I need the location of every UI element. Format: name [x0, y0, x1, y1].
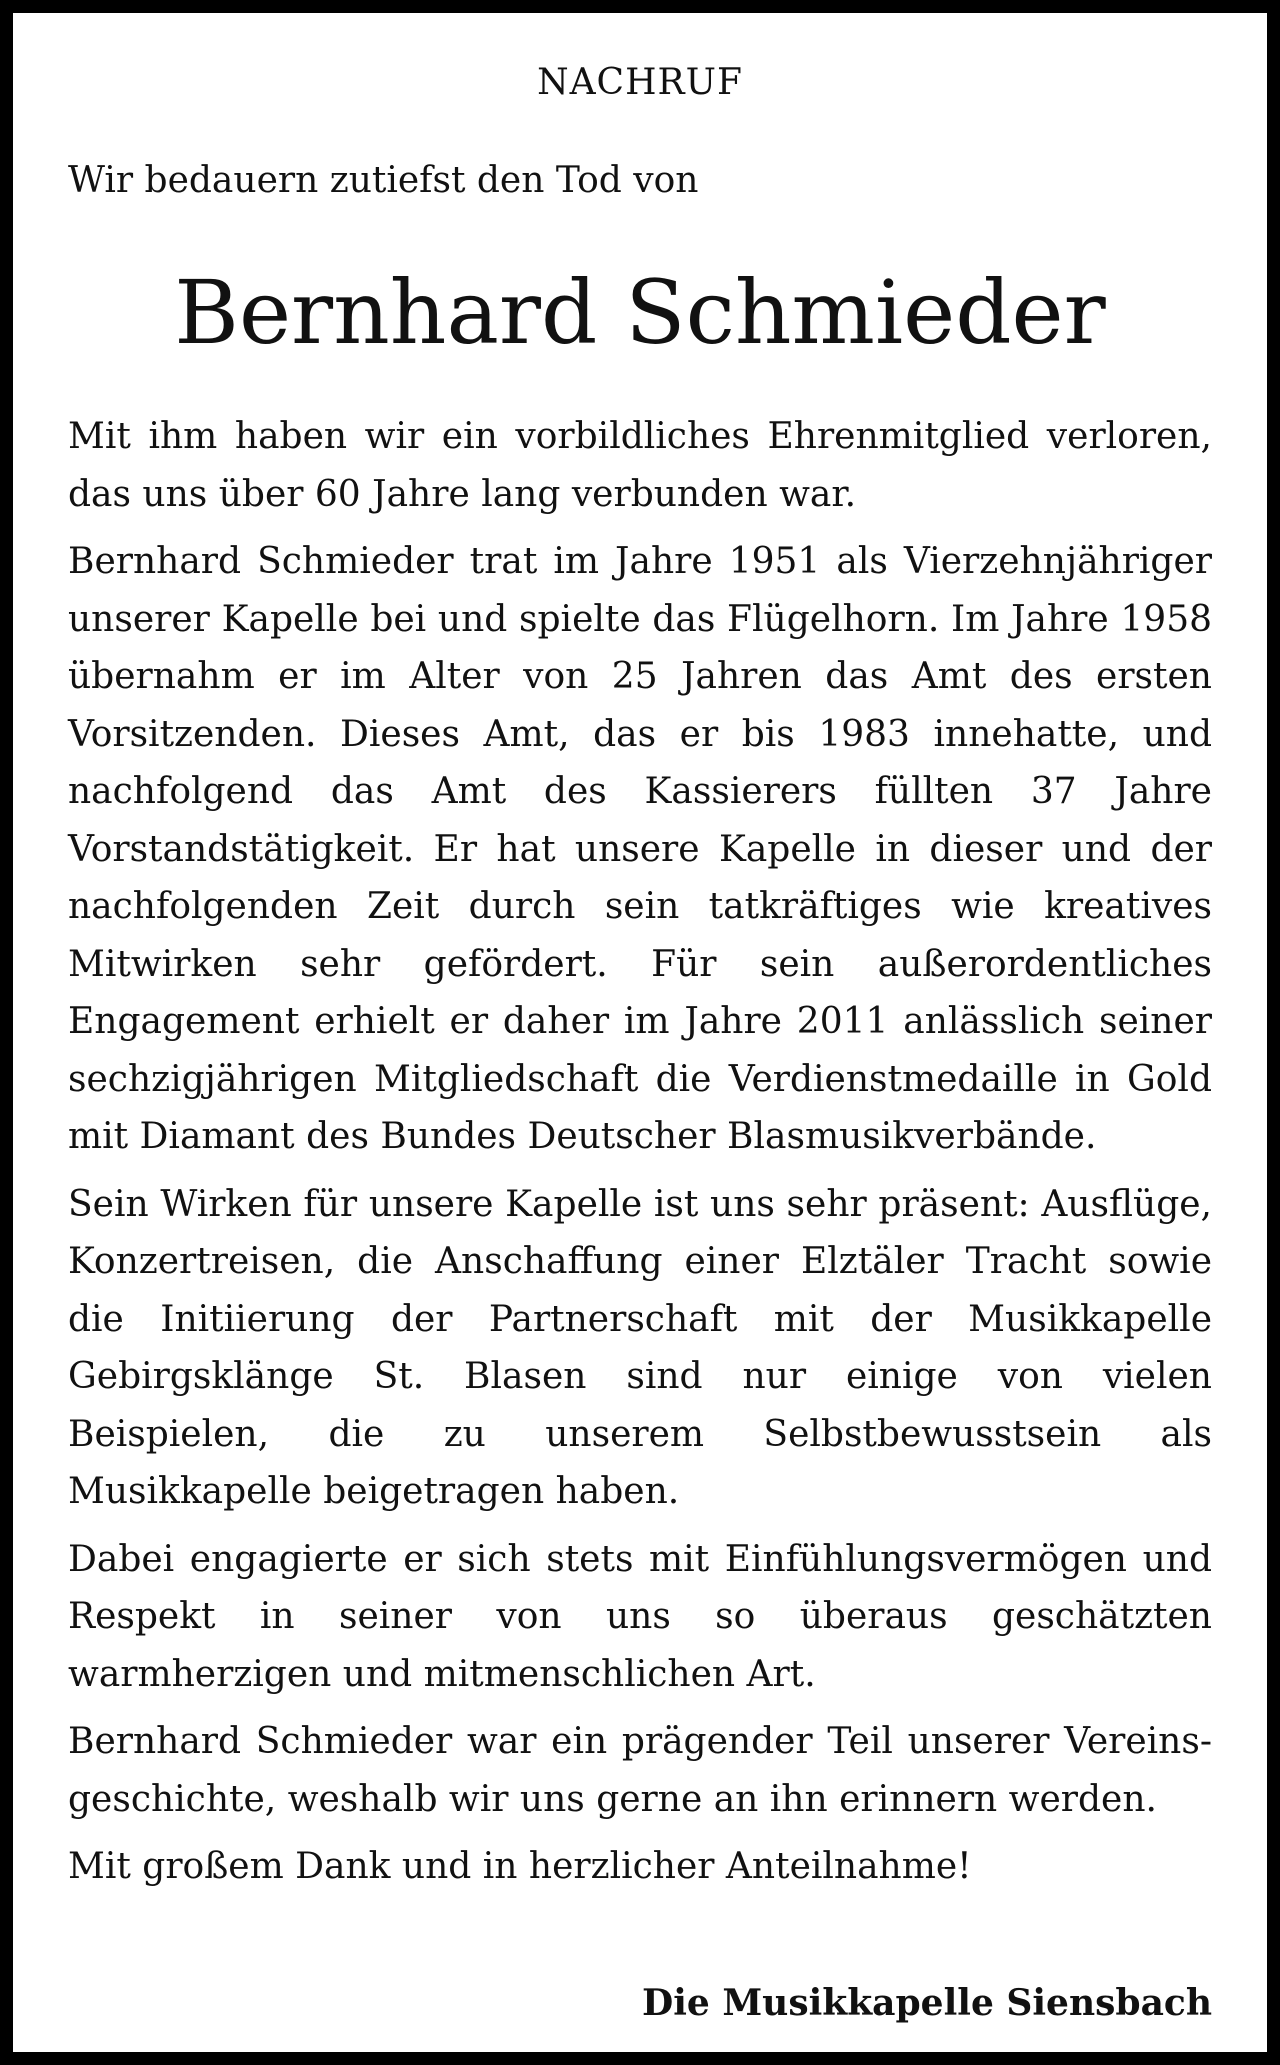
- paragraph: Bernhard Schmieder trat im Jahre 1951 als Vierzehnjähriger unserer Kapelle bei und spielte das Flügelhorn. Im Jahre 1958 übernahm er im Alter von 25 Jahren das Amt des ersten Vorsitzenden. Dieses Amt, das er bis 1983 innehatte, und nachfolgend das Amt des Kassierers füllten 37 Jahre Vorstandstätigkeit. Er hat unsere Kapelle in dieser und der nachfolgenden Zeit durch sein tatkräftiges wie kreatives Mitwirken sehr gefördert. Für sein außerordentliches Engagement erhielt er daher im Jahre 2011 anlässlich seiner sechzigjährigen Mitgliedschaft die Verdienstmedaille in Gold mit Diamant des Bundes Deutscher Blasmusikverbände.: [68, 541, 1212, 1157]
- deceased-name: Bernhard Schmieder: [174, 261, 1106, 364]
- paragraph: Dabei engagierte er sich stets mit Einfühlungsvermögen und Respekt in seiner von uns so überaus geschätzten warmherzigen und mitmenschlichen Art.: [68, 1538, 1212, 1695]
- paragraph: Mit ihm haben wir ein vorbildliches Ehrenmitglied verloren, das uns über 60 Jahre lang verbunden war.: [68, 416, 1212, 515]
- obituary-heading: NACHRUF: [537, 62, 743, 103]
- intro-line: Wir bedauern zutiefst den Tod von: [68, 160, 699, 201]
- obituary-body: [68, 408, 1212, 1906]
- signature: Die Musikkapelle Siensbach: [642, 1982, 1212, 2024]
- paragraph: Mit großem Dank und in herzlicher Anteilnahme!: [68, 1846, 972, 1887]
- paragraph: Bernhard Schmieder war ein prägender Teil unserer Vereinsgeschichte, weshalb wir uns gerne an ihn erinnern werden.: [68, 1721, 1212, 1820]
- paragraph: Sein Wirken für unsere Kapelle ist uns sehr präsent: Ausflüge, Konzertreisen, die Anschaffung einer Elztäler Tracht sowie die Initiierung der Partnerschaft mit der Musikkapelle Gebirgsklänge St. Blasen sind nur einige von vielen Beispielen, die zu unserem Selbstbewusstsein als Musikkapelle beigetragen haben.: [68, 1183, 1212, 1512]
